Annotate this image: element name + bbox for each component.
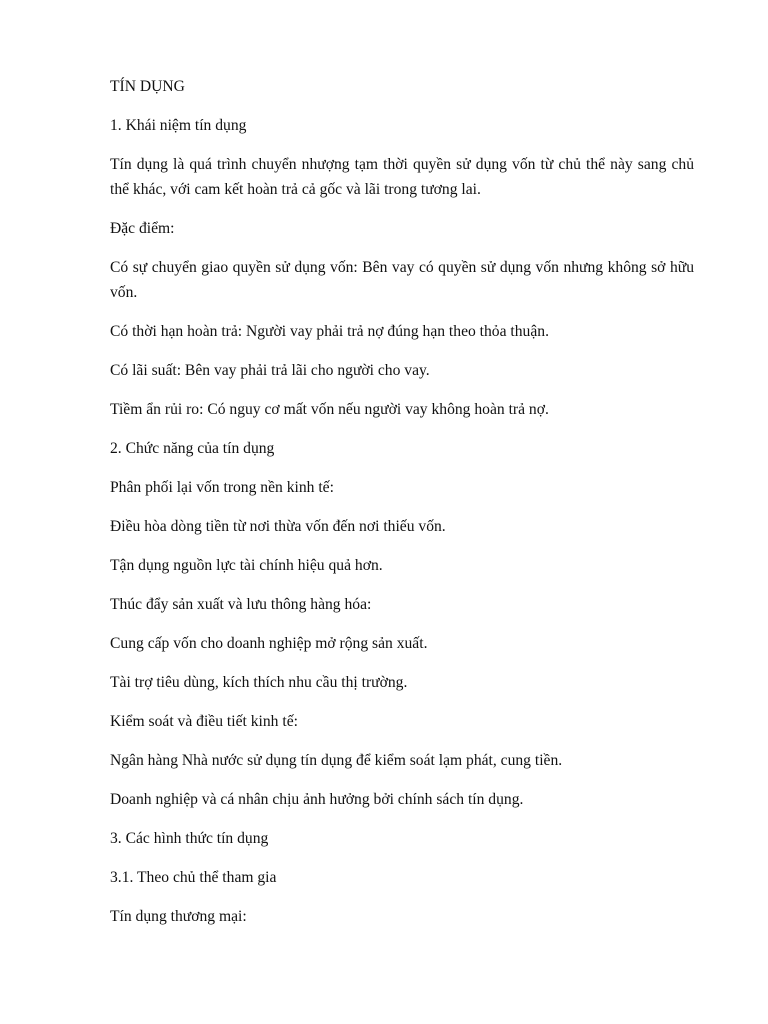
paragraph-feature-interest: Có lãi suất: Bên vay phải trả lãi cho người cho vay. (110, 362, 430, 379)
label-production: Thúc đẩy sản xuất và lưu thông hàng hóa: (110, 596, 372, 613)
paragraph-feature-term: Có thời hạn hoàn trả: Người vay phải trả nợ đúng hạn theo thỏa thuận. (110, 323, 549, 340)
paragraph-control-1: Ngân hàng Nhà nước sử dụng tín dụng để kiểm soát lạm phát, cung tiền. (110, 752, 563, 769)
label-control: Kiểm soát và điều tiết kinh tế: (110, 713, 298, 730)
heading-forms-by-party: 3.1. Theo chủ thể tham gia (110, 869, 277, 886)
paragraph-redistribution-2: Tận dụng nguồn lực tài chính hiệu quả hơn. (110, 557, 383, 574)
label-redistribution: Phân phối lại vốn trong nền kinh tế: (110, 479, 334, 496)
paragraph-redistribution-1: Điều hòa dòng tiền từ nơi thừa vốn đến nơi thiếu vốn. (110, 518, 446, 535)
document-title: TÍN DỤNG (110, 78, 185, 95)
heading-concept: 1. Khái niệm tín dụng (110, 117, 247, 134)
document-body (110, 74, 694, 943)
paragraph-production-1: Cung cấp vốn cho doanh nghiệp mở rộng sản xuất. (110, 635, 428, 652)
heading-functions: 2. Chức năng của tín dụng (110, 440, 275, 457)
paragraph-definition: Tín dụng là quá trình chuyển nhượng tạm thời quyền sử dụng vốn từ chủ thể này sang chủ thể khác, với cam kết hoàn trả cả gốc và lãi trong tương lai. (110, 156, 694, 198)
heading-forms: 3. Các hình thức tín dụng (110, 830, 269, 847)
label-features: Đặc điểm: (110, 220, 175, 237)
label-commercial-credit: Tín dụng thương mại: (110, 908, 247, 925)
paragraph-production-2: Tài trợ tiêu dùng, kích thích nhu cầu thị trường. (110, 674, 408, 691)
paragraph-control-2: Doanh nghiệp và cá nhân chịu ảnh hưởng bởi chính sách tín dụng. (110, 791, 524, 808)
paragraph-feature-transfer: Có sự chuyển giao quyền sử dụng vốn: Bên vay có quyền sử dụng vốn nhưng không sở hữu vốn. (110, 259, 694, 301)
paragraph-feature-risk: Tiềm ẩn rủi ro: Có nguy cơ mất vốn nếu người vay không hoàn trả nợ. (110, 401, 549, 418)
